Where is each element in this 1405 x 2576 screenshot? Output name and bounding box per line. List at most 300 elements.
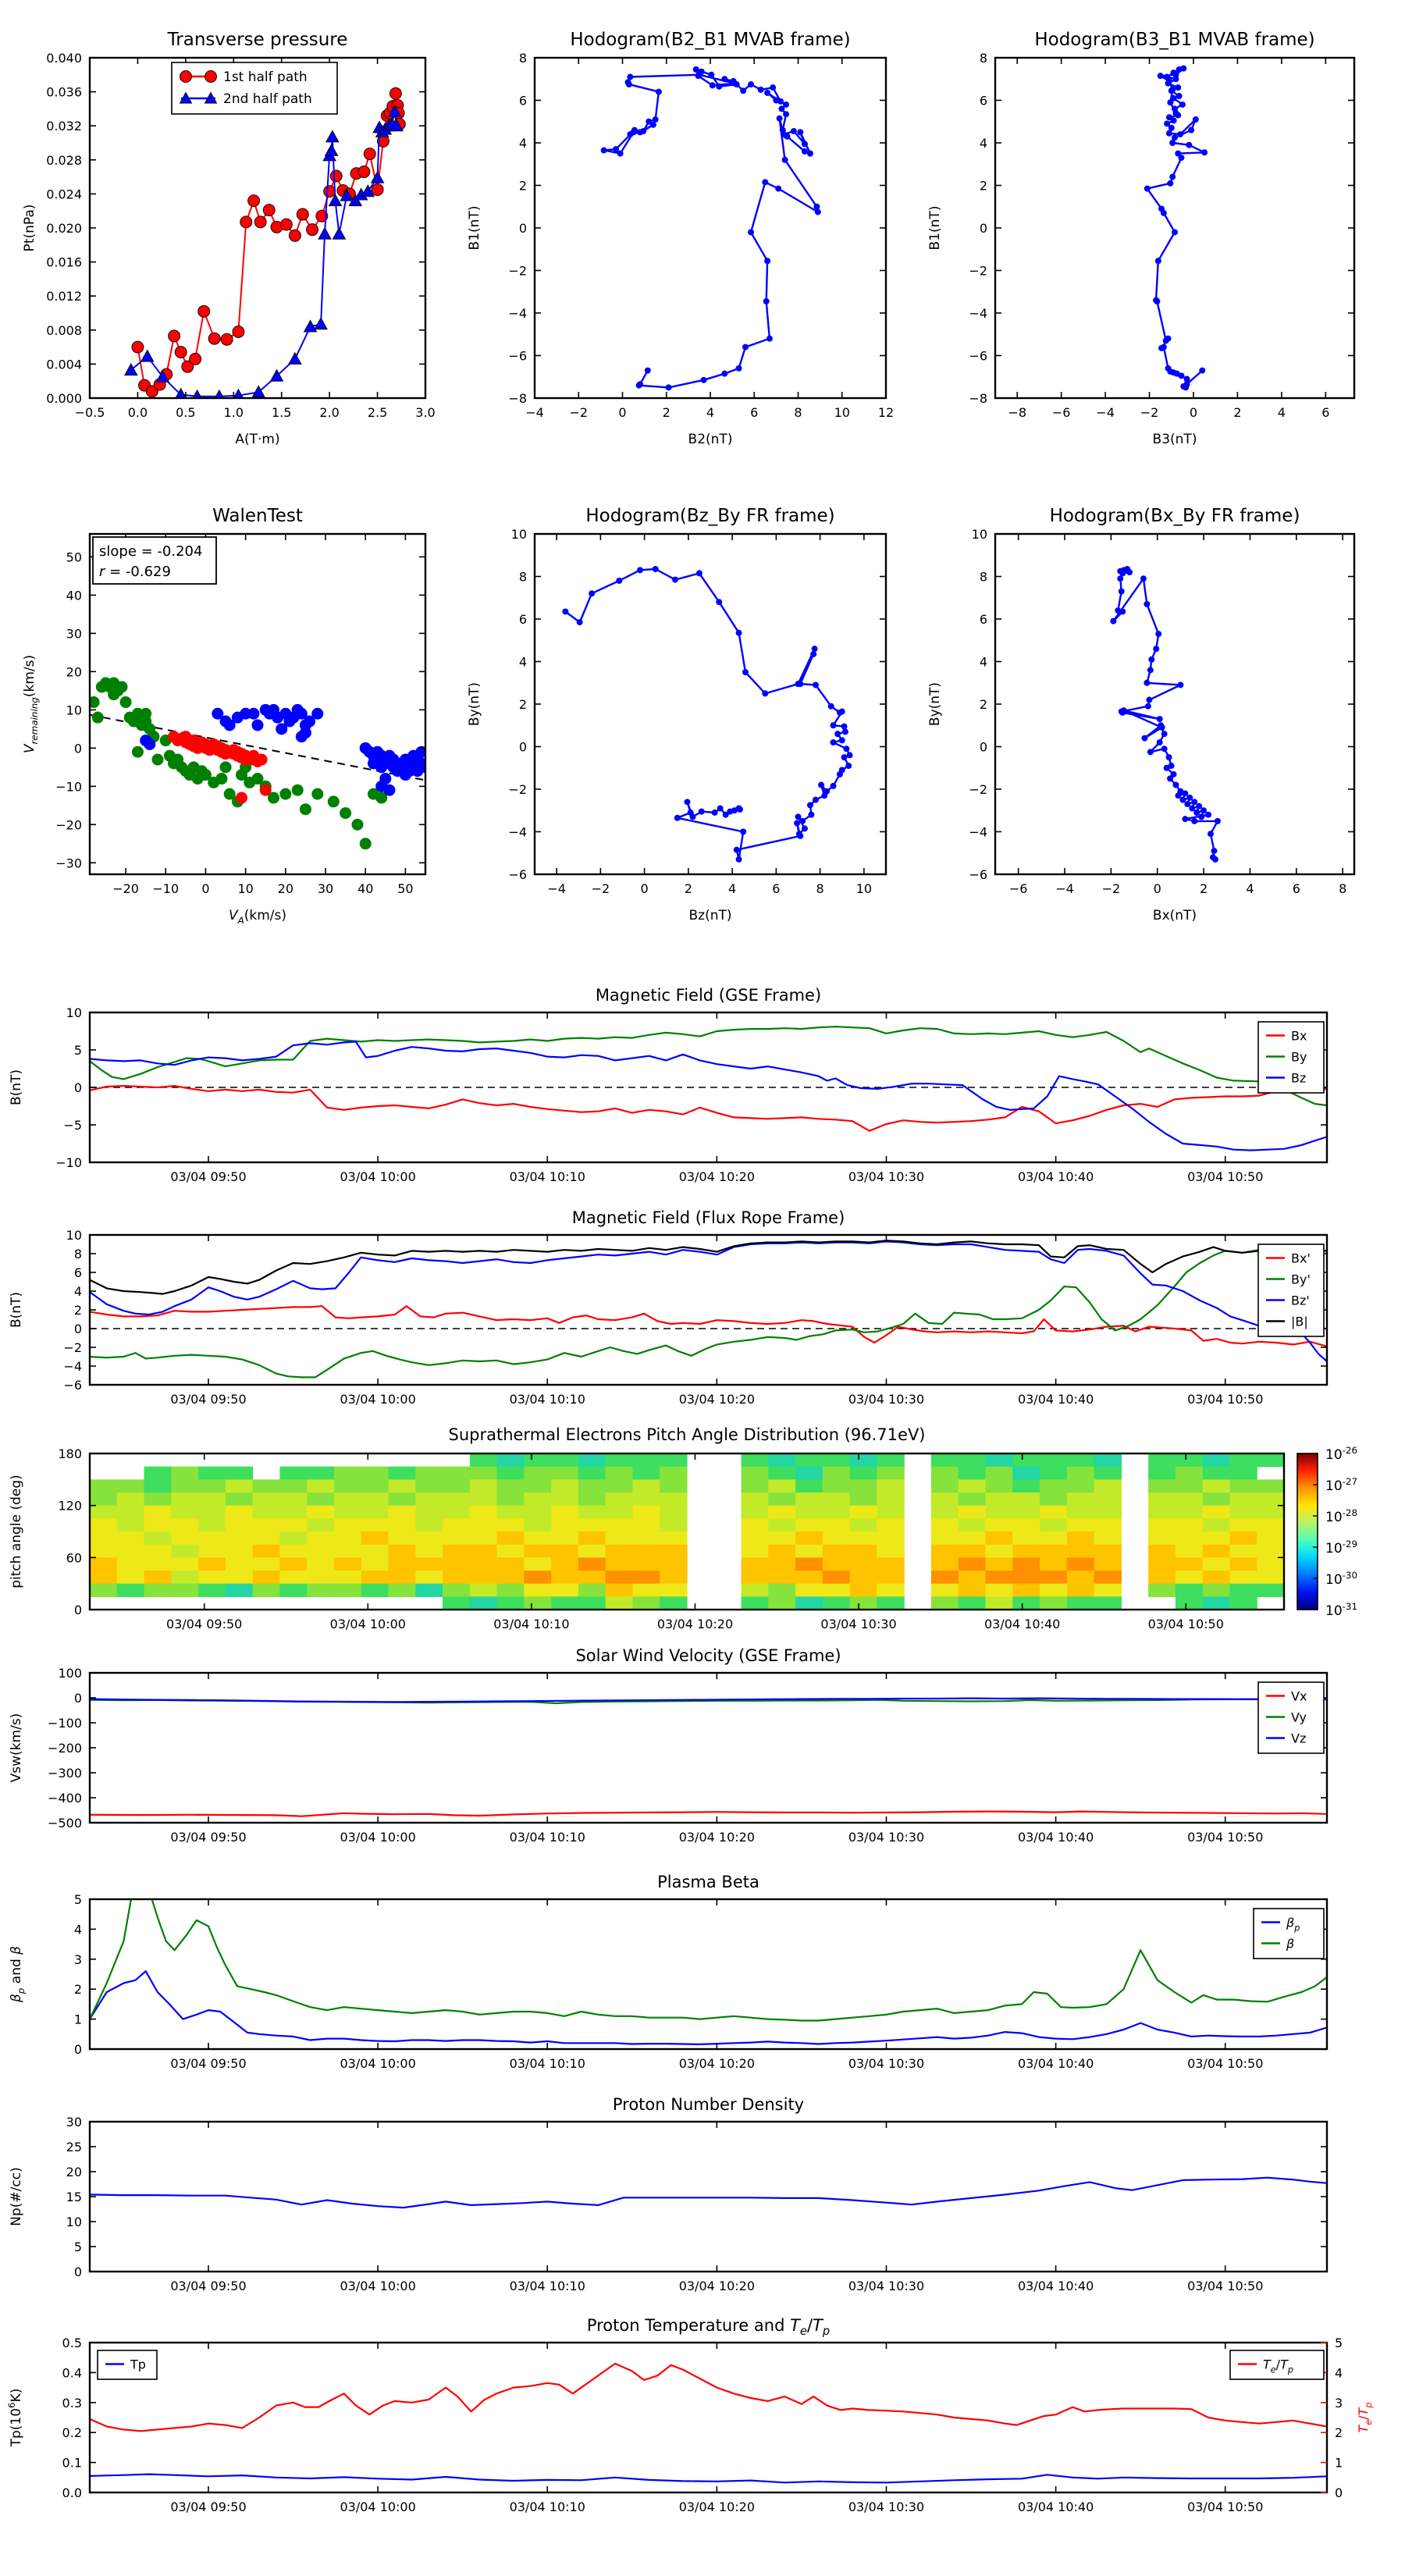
svg-text:2nd half path: 2nd half path [223,91,312,107]
svg-text:0.020: 0.020 [46,221,82,236]
svg-text:1.5: 1.5 [271,405,292,420]
y-axis-label: Pt(nPa) [22,204,37,252]
series-b3-b1-path [1144,66,1208,391]
svg-text:5: 5 [1335,2336,1343,2350]
svg-text:−2: −2 [1140,405,1159,420]
svg-text:−2: −2 [969,263,987,279]
svg-text:0: 0 [1153,881,1161,896]
svg-text:10: 10 [237,881,254,896]
legend [1254,1909,1324,1959]
plasma-beta-panel [0,1864,1405,2098]
svg-text:−10: −10 [55,1155,82,1170]
svg-text:03/04 10:30: 03/04 10:30 [848,2279,925,2293]
svg-text:β: β [1286,1936,1295,1952]
svg-text:8: 8 [73,1247,82,1261]
svg-text:03/04 10:00: 03/04 10:00 [340,1169,416,1184]
svg-text:0: 0 [1189,405,1198,420]
svg-text:−20: −20 [55,817,82,833]
svg-text:03/04 10:30: 03/04 10:30 [848,2500,925,2514]
svg-text:5: 5 [73,2240,82,2254]
svg-text:−6: −6 [969,867,987,882]
svg-text:0.5: 0.5 [62,2336,82,2350]
proton-number-density-svg [0,2087,1405,2321]
legend [1230,2350,1324,2379]
svg-text:r = -0.629: r = -0.629 [99,564,171,580]
svg-text:−4: −4 [1055,881,1074,896]
svg-text:03/04 10:10: 03/04 10:10 [509,1830,585,1845]
svg-text:10-28: $10^{-28}$ [1325,1507,1358,1525]
y-axis-label: By(nT) [929,681,943,727]
svg-text:10: 10 [971,527,987,542]
svg-text:4: 4 [1277,405,1286,420]
series-b2-b1-path [601,66,821,390]
svg-text:10: 10 [510,527,527,542]
series-1st-half-path [132,87,405,397]
svg-text:0.032: 0.032 [46,119,82,134]
svg-text:−200: −200 [48,1741,82,1756]
hodogram-bz-by-svg [468,486,921,954]
svg-text:0: 0 [618,405,627,420]
svg-text:−4: −4 [969,824,987,840]
magnetic-field-gse-svg [0,977,1405,1212]
svg-text:8: 8 [518,51,527,66]
svg-text:03/04 09:50: 03/04 09:50 [170,1830,247,1845]
svg-text:4: 4 [518,136,527,151]
svg-text:12: 12 [877,405,895,420]
svg-text:03/04 10:50: 03/04 10:50 [1187,2056,1264,2071]
svg-text:6: 6 [750,405,759,420]
legend [172,62,337,114]
legend [98,2350,157,2379]
y-axis-label: B(nT) [9,1069,24,1106]
svg-text:0.016: 0.016 [46,254,82,270]
svg-text:6: 6 [1292,881,1300,896]
svg-text:03/04 09:50: 03/04 09:50 [170,2056,247,2071]
legend [1258,1244,1324,1336]
svg-text:4: 4 [1246,881,1254,896]
svg-text:2.5: 2.5 [367,405,388,420]
svg-text:6: 6 [73,1265,82,1280]
svg-text:4: 4 [728,881,737,896]
svg-text:−8: −8 [1008,405,1027,420]
y-axis-label: B1(nT) [929,205,943,251]
svg-text:03/04 10:30: 03/04 10:30 [848,1830,925,1845]
svg-text:0.3: 0.3 [62,2395,82,2411]
series-group-blue [140,704,431,796]
svg-text:βp: $\beta_p$ [1286,1915,1300,1934]
chart-title: Hodogram(B2_B1 MVAB frame) [570,30,851,50]
svg-text:0.012: 0.012 [46,289,82,304]
svg-text:−500: −500 [48,1816,82,1831]
svg-text:−6: −6 [63,1378,82,1393]
svg-text:|B|: |B| [1291,1314,1308,1329]
series-2nd-half-path [125,105,403,402]
svg-text:03/04 10:00: 03/04 10:00 [340,1830,416,1845]
chart-title: Hodogram(B3_B1 MVAB frame) [1034,30,1315,50]
svg-text:6: 6 [518,612,527,627]
svg-text:−30: −30 [55,856,82,871]
svg-text:2: 2 [73,1982,82,1998]
svg-text:Te/Tp: $T_e/T_p$ [1263,2357,1293,2375]
svg-text:−8: −8 [508,391,527,406]
annotation-box [93,537,216,584]
x-axis-label: B2(nT) [688,432,733,447]
svg-text:Bz': Bz' [1291,1293,1310,1308]
svg-text:0.024: 0.024 [46,187,82,202]
svg-text:0.008: 0.008 [46,322,82,338]
svg-text:10: 10 [834,405,850,420]
x-axis-label: $V_A(km/s)$ [228,908,287,926]
right-axis-label: $T_e/T_p$ [1356,2402,1374,2433]
svg-text:0.004: 0.004 [46,357,82,372]
svg-text:Tp: Tp [130,2357,146,2372]
svg-text:10-30: $10^{-30}$ [1325,1570,1358,1588]
svg-text:10: 10 [66,1228,82,1243]
svg-text:0: 0 [1335,2485,1343,2500]
hodogram-bx-by-plot [929,486,1397,954]
svg-text:120: 120 [58,1498,82,1514]
svg-text:8: 8 [518,569,527,585]
svg-text:03/04 10:30: 03/04 10:30 [848,1392,925,1407]
svg-text:03/04 10:00: 03/04 10:00 [329,1617,406,1631]
series-beta-p [90,1971,1327,2044]
svg-text:0.028: 0.028 [46,152,82,168]
svg-text:−6: −6 [969,348,987,364]
svg-text:Vy: Vy [1291,1710,1307,1725]
hodogram-b2-b1-svg [468,9,921,478]
svg-text:100: 100 [58,1666,82,1681]
svg-text:03/04 09:50: 03/04 09:50 [170,1169,247,1184]
svg-text:−2: −2 [1101,881,1121,896]
svg-text:30: 30 [66,626,82,642]
svg-text:03/04 10:20: 03/04 10:20 [678,2279,756,2293]
svg-text:03/04 10:10: 03/04 10:10 [493,1617,570,1631]
svg-text:03/04 09:50: 03/04 09:50 [170,1392,247,1407]
svg-text:03/04 10:50: 03/04 10:50 [1187,2500,1264,2514]
svg-text:2: 2 [518,697,527,712]
svg-text:03/04 10:50: 03/04 10:50 [1147,1617,1224,1631]
svg-text:4: 4 [979,654,987,670]
svg-text:Vz: Vz [1291,1731,1307,1746]
svg-text:0: 0 [979,221,987,236]
svg-text:Vx: Vx [1291,1688,1307,1704]
svg-text:03/04 10:50: 03/04 10:50 [1187,1169,1264,1184]
series-bx [90,1083,1327,1131]
svg-text:0.000: 0.000 [46,391,82,406]
svg-text:0: 0 [979,739,987,755]
svg-text:−4: −4 [508,824,527,840]
svg-text:30: 30 [317,881,334,896]
proton-temperature-panel [0,2307,1405,2565]
svg-text:03/04 10:30: 03/04 10:30 [820,1617,897,1631]
svg-text:1: 1 [1335,2455,1343,2471]
svg-text:2: 2 [518,178,527,194]
magnetic-field-fr-panel [0,1200,1405,1434]
svg-text:03/04 10:30: 03/04 10:30 [848,1169,925,1184]
svg-text:03/04 10:10: 03/04 10:10 [509,1169,585,1184]
svg-text:03/04 10:40: 03/04 10:40 [984,1617,1061,1631]
svg-text:03/04 09:50: 03/04 09:50 [166,1617,243,1631]
proton-density-panel [0,2087,1405,2321]
y-axis-label: Np(#/cc) [9,2167,24,2226]
svg-text:0: 0 [73,741,82,756]
svg-text:−4: −4 [1096,405,1115,420]
svg-text:6: 6 [979,93,987,109]
svg-text:03/04 10:40: 03/04 10:40 [1017,1830,1094,1845]
svg-text:3: 3 [1335,2395,1343,2411]
series-bx- [90,1306,1327,1347]
y-axis-label: $V_{remaining}(km/s)$ [22,654,40,754]
svg-text:03/04 10:40: 03/04 10:40 [1017,2279,1094,2293]
svg-text:−6: −6 [508,867,527,882]
svg-text:3: 3 [73,1952,82,1967]
chart-title: Magnetic Field (GSE Frame) [595,986,822,1005]
svg-text:20: 20 [66,664,82,680]
svg-text:10-26: $10^{-26}$ [1325,1445,1358,1463]
svg-text:03/04 10:20: 03/04 10:20 [678,2056,756,2071]
svg-text:2: 2 [979,178,987,194]
svg-text:4: 4 [979,136,987,151]
series-bx-by-path [1110,566,1221,863]
svg-text:2: 2 [684,881,692,896]
svg-text:−4: −4 [508,306,527,321]
series-vx [90,1812,1327,1816]
svg-text:03/04 10:00: 03/04 10:00 [340,2500,416,2514]
x-axis-label: Bz(nT) [688,908,732,923]
y-axis-label: By(nT) [468,681,482,727]
svg-text:40: 40 [357,881,374,896]
svg-text:−6: −6 [1051,405,1071,420]
svg-text:2: 2 [1335,2425,1343,2441]
svg-text:03/04 10:20: 03/04 10:20 [678,1392,756,1407]
svg-text:03/04 09:50: 03/04 09:50 [170,2500,247,2514]
svg-text:0: 0 [73,1322,82,1336]
svg-text:10: 10 [66,2215,82,2229]
svg-text:15: 15 [66,2190,82,2204]
svg-text:0: 0 [73,1691,82,1706]
svg-text:0.4: 0.4 [62,2365,82,2381]
svg-text:0.036: 0.036 [46,84,82,100]
svg-text:03/04 10:10: 03/04 10:10 [509,1392,585,1407]
walen-test-plot [8,486,461,954]
svg-text:20: 20 [277,881,294,896]
svg-text:3.0: 3.0 [415,405,436,420]
svg-text:0.0: 0.0 [127,405,148,420]
svg-text:180: 180 [58,1446,82,1461]
svg-text:03/04 10:10: 03/04 10:10 [509,2056,585,2071]
svg-text:10: 10 [66,1005,82,1020]
svg-text:03/04 10:20: 03/04 10:20 [656,1617,734,1631]
hodogram-b2-b1-plot [468,9,921,478]
chart-title: Proton Number Density [612,2095,805,2114]
svg-text:−8: −8 [969,391,987,406]
svg-text:4: 4 [518,654,527,670]
svg-text:0.1: 0.1 [62,2455,82,2471]
svg-text:6: 6 [979,612,987,627]
proton-temperature-svg [0,2307,1405,2565]
svg-text:03/04 10:40: 03/04 10:40 [1017,2056,1094,2071]
svg-text:60: 60 [66,1550,82,1566]
chart-title: Magnetic Field (Flux Rope Frame) [571,1208,845,1227]
svg-text:2: 2 [73,1303,82,1318]
series-by [90,1026,1327,1105]
svg-text:0: 0 [518,739,527,755]
series-by- [90,1250,1327,1377]
svg-text:2: 2 [1200,881,1208,896]
svg-text:10-27: $10^{-27}$ [1325,1476,1358,1494]
hodogram-bx-by-svg [929,486,1397,954]
svg-text:0: 0 [640,881,649,896]
colorbar [1297,1445,1357,1619]
svg-text:8: 8 [1339,881,1347,896]
hodogram-bz-by-plot [468,486,921,954]
svg-text:−2: −2 [569,405,589,420]
svg-text:20: 20 [66,2165,82,2179]
svg-text:2: 2 [662,405,670,420]
svg-text:−4: −4 [525,405,544,420]
series-bz- [90,1241,1327,1361]
svg-text:−2: −2 [591,881,610,896]
svg-text:0: 0 [73,2042,82,2057]
hodogram-b3-b1-svg [929,9,1397,478]
svg-text:0: 0 [518,221,527,236]
svg-text:10: 10 [855,881,873,896]
svg-text:−2: −2 [63,1340,82,1355]
magnetic-field-flux-rope-svg [0,1200,1405,1434]
svg-text:−10: −10 [55,779,82,795]
svg-text:Bx': Bx' [1291,1251,1311,1266]
svg-text:6: 6 [1321,405,1330,420]
svg-text:03/04 10:00: 03/04 10:00 [340,2279,416,2293]
chart-title: Hodogram(Bx_By FR frame) [1049,506,1300,526]
svg-text:−2: −2 [508,263,527,279]
svg-text:−4: −4 [969,306,987,321]
chart-title: Solar Wind Velocity (GSE Frame) [575,1646,841,1665]
svg-text:−400: −400 [48,1791,82,1806]
svg-text:−2: −2 [969,782,987,797]
svg-text:03/04 10:40: 03/04 10:40 [1017,2500,1094,2514]
svg-text:0.5: 0.5 [176,405,196,420]
chart-title: Hodogram(Bz_By FR frame) [585,506,835,526]
svg-text:2: 2 [1233,405,1242,420]
x-axis-label: Bx(nT) [1152,908,1197,923]
svg-text:8: 8 [979,51,987,66]
y-axis-label: $Tp(10^6K)$ [6,2388,24,2447]
y-axis-label: pitch angle (deg) [9,1475,24,1589]
svg-text:03/04 10:50: 03/04 10:50 [1187,1392,1264,1407]
solar-wind-velocity-panel [0,1638,1405,1872]
svg-text:Bz: Bz [1291,1070,1307,1086]
svg-text:03/04 10:40: 03/04 10:40 [1017,1169,1094,1184]
svg-text:−2: −2 [508,782,527,797]
svg-text:slope = -0.204: slope = -0.204 [99,543,203,560]
svg-text:6: 6 [772,881,781,896]
svg-text:8: 8 [979,569,987,585]
svg-text:03/04 10:20: 03/04 10:20 [678,1169,756,1184]
series-te-tp [90,2364,1327,2431]
svg-text:−300: −300 [48,1766,82,1781]
svg-text:−4: −4 [63,1359,82,1374]
hodogram-b3-b1-plot [929,9,1397,478]
svg-text:By': By' [1291,1272,1311,1287]
svg-text:03/04 10:00: 03/04 10:00 [340,1392,416,1407]
y-axis-label: $\beta_p$ and β [9,1945,27,2003]
chart-title: Plasma Beta [657,1873,759,1891]
svg-text:10: 10 [66,703,82,718]
walen-test-svg [8,486,461,954]
svg-text:5: 5 [73,1892,82,1907]
legend [1258,1682,1324,1753]
svg-text:25: 25 [66,2140,82,2154]
svg-text:6: 6 [518,93,527,109]
series-tp [90,2475,1327,2483]
electron-pitch-angle-svg [0,1417,1405,1651]
chart-title: Transverse pressure [167,30,348,50]
svg-text:−4: −4 [547,881,566,896]
series-beta [90,1872,1327,2020]
series-bz-by-path [562,566,852,863]
heatmap-cells [90,1453,1285,1610]
svg-text:−5: −5 [63,1118,82,1133]
chart-title: Proton Temperature and $T_e/T_p$ [586,2316,831,2338]
series--b- [90,1240,1327,1293]
svg-text:1st half path: 1st half path [223,69,308,85]
svg-text:Bx: Bx [1291,1028,1307,1044]
svg-text:30: 30 [66,2115,82,2129]
series-bz [90,1041,1327,1150]
svg-text:2.0: 2.0 [319,405,340,420]
svg-text:5: 5 [73,1043,82,1058]
svg-text:10-31: $10^{-31}$ [1325,1601,1358,1619]
svg-text:4: 4 [73,1922,82,1937]
chart-title: WalenTest [212,506,303,526]
pitch-angle-spectrogram-panel [0,1417,1405,1651]
svg-text:03/04 10:20: 03/04 10:20 [678,2500,756,2514]
svg-text:8: 8 [816,881,824,896]
svg-text:50: 50 [66,550,82,565]
svg-text:03/04 10:40: 03/04 10:40 [1017,1392,1094,1407]
svg-text:0.040: 0.040 [46,51,82,66]
svg-text:03/04 10:50: 03/04 10:50 [1187,2279,1264,2293]
svg-text:4: 4 [706,405,715,420]
y-axis-label: B(nT) [9,1291,24,1329]
svg-text:50: 50 [397,881,414,896]
svg-text:−6: −6 [1008,881,1028,896]
chart-title: Suprathermal Electrons Pitch Angle Distribution (96.71eV) [448,1425,926,1444]
transverse-pressure-plot [8,9,461,478]
svg-text:1: 1 [73,2012,82,2027]
svg-text:4: 4 [73,1284,82,1299]
svg-text:0: 0 [201,881,210,896]
svg-text:03/04 10:10: 03/04 10:10 [509,2279,585,2293]
svg-text:03/04 10:10: 03/04 10:10 [509,2500,585,2514]
x-axis-label: B3(nT) [1152,432,1197,447]
svg-text:−6: −6 [508,348,527,364]
svg-text:03/04 10:20: 03/04 10:20 [678,1830,756,1845]
transverse-pressure-svg [8,9,461,478]
svg-text:03/04 09:50: 03/04 09:50 [170,2279,247,2293]
svg-text:−0.5: −0.5 [74,405,105,420]
svg-text:By: By [1291,1049,1307,1065]
magnetic-field-gse-panel [0,977,1405,1212]
svg-text:03/04 10:30: 03/04 10:30 [848,2056,925,2071]
svg-text:0.2: 0.2 [62,2425,82,2441]
svg-text:−100: −100 [48,1716,82,1731]
y-axis-label: B1(nT) [468,205,482,251]
svg-text:1.0: 1.0 [223,405,244,420]
svg-text:−10: −10 [152,881,180,896]
svg-text:0.0: 0.0 [62,2485,82,2500]
